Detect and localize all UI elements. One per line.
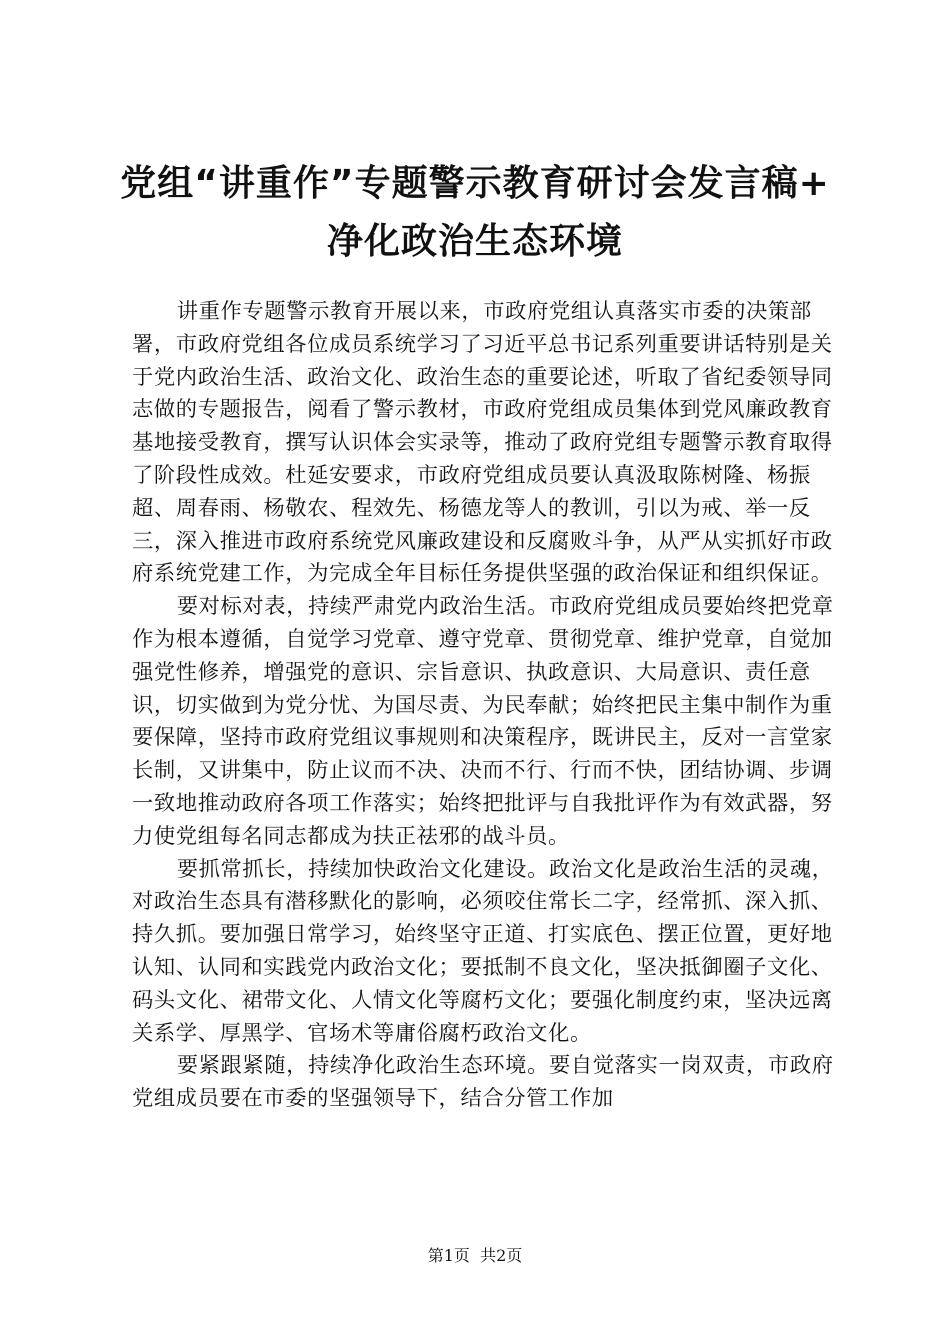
paragraph-2: 要对标对表，持续严肃党内政治生活。市政府党组成员要始终把党章作为根本遵循，自觉学习党章、遵守党章、贯彻党章、维护党章，自觉加强党性修养，增强党的意识、宗旨意识、执政意识、大局意识、责任意识，切实做到为党分忧、为国尽责、为民奉献；始终把民主集中制作为重要保障，坚持市政府党组议事规则和决策程序，既讲民主，反对一言堂家长制，又讲集中，防止议而不决、决而不行、行而不快，团结协调、步调一致地推动政府各项工作落实；始终把批评与自我批评作为有效武器，努力使党组每名同志都成为扶正祛邪的战斗员。 [132, 594, 834, 849]
document-title-line2: 净化政治生态环境 [326, 221, 623, 262]
document-body [132, 296, 852, 1116]
paragraph-4: 要紧跟紧随，持续净化政治生态环境。要自觉落实一岗双责，市政府党组成员要在市委的坚强领导下，结合分管工作加 [132, 1053, 834, 1112]
page-number-footer: 第1页 共2页 [427, 1246, 523, 1265]
paragraph-1: 讲重作专题警示教育开展以来，市政府党组认真落实市委的决策部署，市政府党组各位成员系统学习了习近平总书记系列重要讲话特别是关于党内政治生活、政治文化、政治生态的重要论述，听取了省纪委领导同志做的专题报告，阅看了警示教材，市政府党组成员集体到党风廉政教育基地接受教育，撰写认识体会实录等，推动了政府党组专题警示教育取得了阶段性成效。杜延安要求，市政府党组成员要认真汲取陈树隆、杨振超、周春雨、杨敬农、程效先、杨德龙等人的教训，引以为戒、举一反三，深入推进市政府系统党风廉政建设和反腐败斗争，从严从实抓好市政府系统党建工作，为完成全年目标任务提供坚强的政治保证和组织保证。 [132, 299, 833, 587]
document-title-line1: 党组“讲重作”专题警示教育研讨会发言稿+ [120, 163, 830, 204]
paragraph-3: 要抓常抓长，持续加快政治文化建设。政治文化是政治生活的灵魂，对政治生态具有潜移默化的影响，必须咬住常长二字，经常抓、深入抓、持久抓。要加强日常学习，始终坚守正道、打实底色、摆正位置，更好地认知、认同和实践党内政治文化；要抵制不良文化，坚决抵御圈子文化、码头文化、裙带文化、人情文化等腐朽文化；要强化制度约束，坚决远离关系学、厚黑学、官场术等庸俗腐朽政治文化。 [132, 856, 834, 1046]
